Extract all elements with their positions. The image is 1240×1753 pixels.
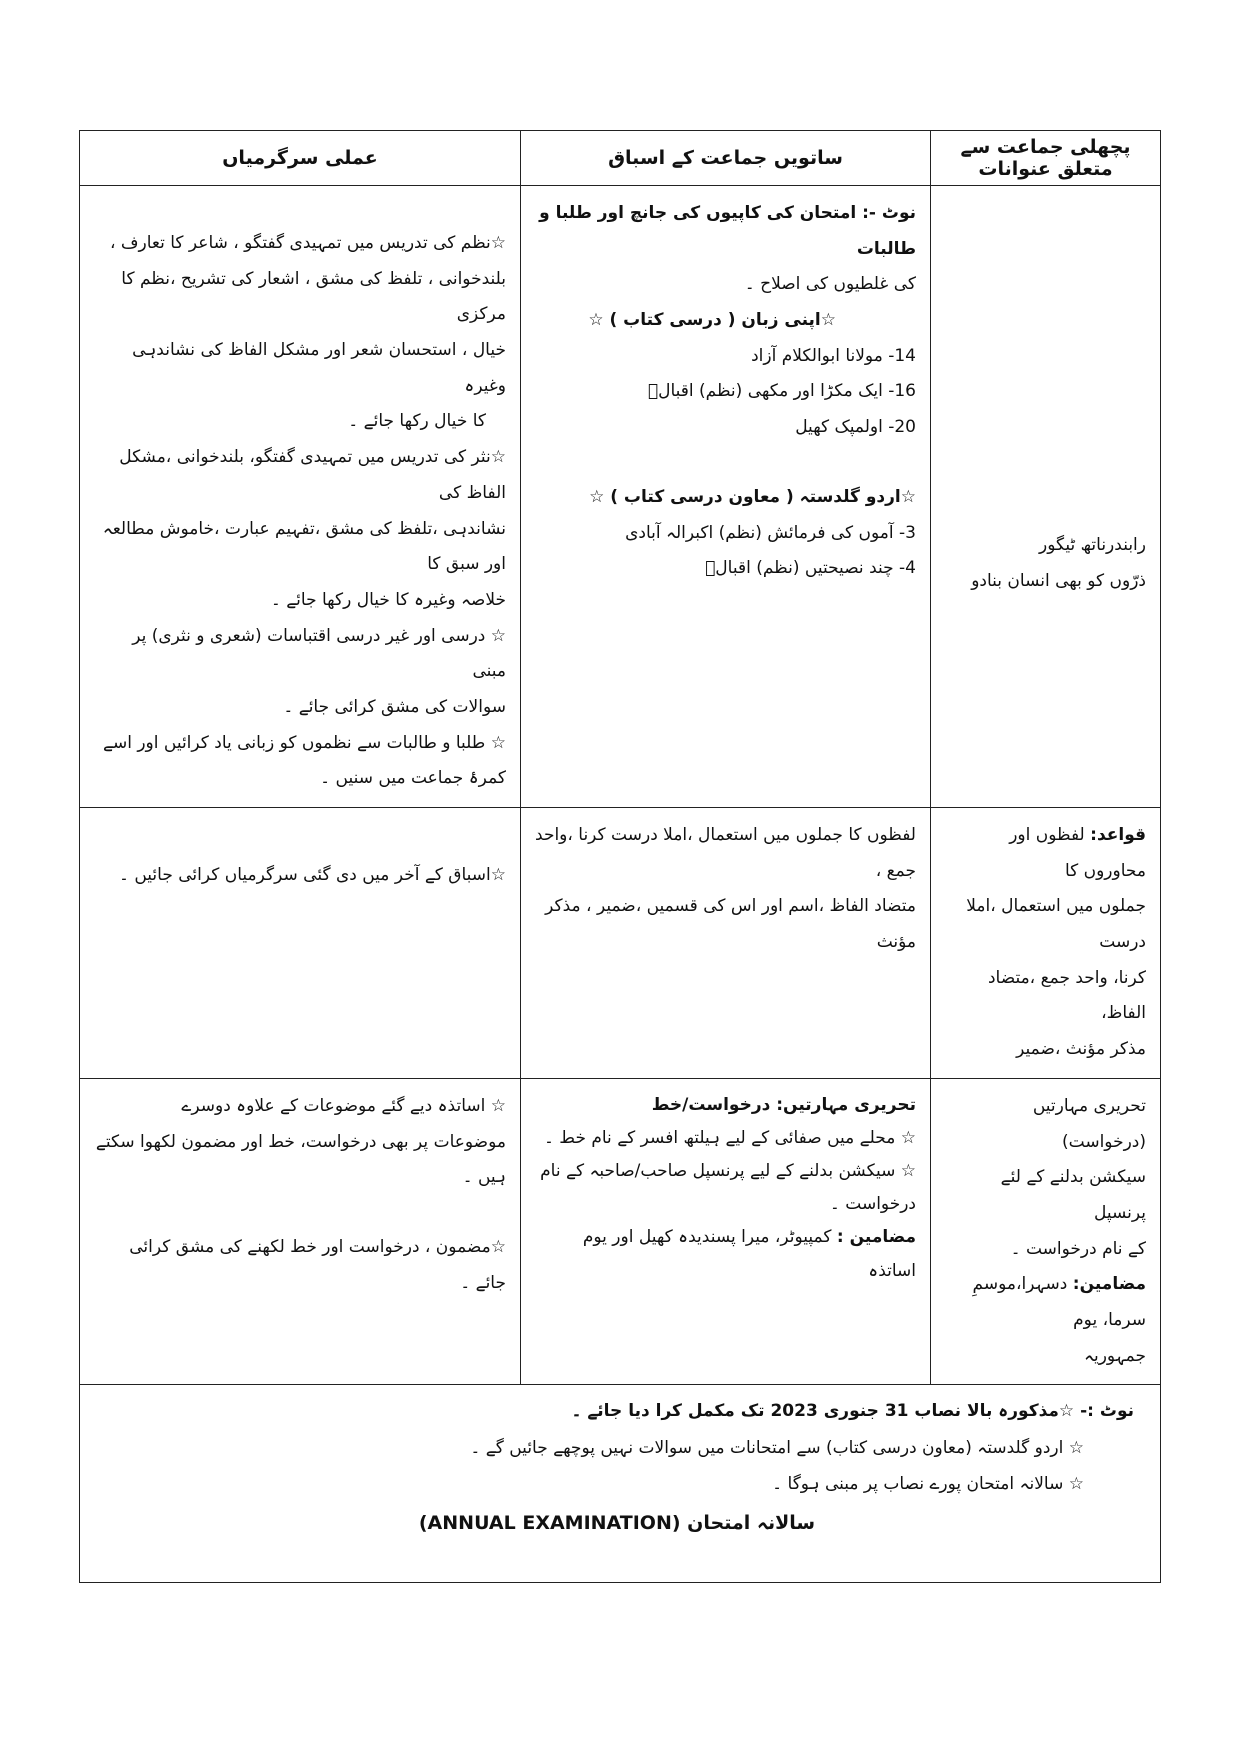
activity-line: ☆ اساتذہ دیے گئے موضوعات کے علاوہ دوسرے	[181, 1095, 506, 1116]
activity-line: کمرۂ جماعت میں سنیں ۔	[320, 768, 506, 789]
table-row	[80, 808, 1161, 1079]
lesson-item: لفظوں کا جملوں میں استعمال ،املا درست کرنا ،واحد جمع ،	[535, 825, 916, 881]
lessons-cell	[521, 1078, 931, 1385]
grammar-label: قواعد:	[1090, 825, 1146, 845]
header-prev-topics: پچھلی جماعت سے متعلق عنوانات	[931, 131, 1161, 186]
footer-note-line: نوٹ :- ☆مذکورہ بالا نصاب 31 جنوری 2023 تک مکمل کرا دیا جائے ۔	[571, 1401, 1134, 1422]
header-lessons: ساتویں جماعت کے اسباق	[521, 131, 931, 186]
activity-line: کا خیال رکھا جائے ۔	[348, 411, 486, 432]
lessons-cell	[521, 186, 931, 808]
activities-cell	[80, 186, 521, 808]
footer-row	[80, 1385, 1161, 1583]
prev-topic-line: سیکشن بدلنے کے لئے پرنسپل	[1000, 1167, 1146, 1223]
footer-note-line: ☆ سالانہ امتحان پورے نصاب پر مبنی ہوگا ۔	[772, 1474, 1084, 1495]
lesson-item: 20- اولمپک کھیل	[795, 417, 916, 438]
lesson-note: کی غلطیوں کی اصلاح ۔	[744, 274, 916, 295]
prev-topic-line: رابندرناتھ ٹیگور	[1039, 535, 1146, 556]
lesson-item: ☆ سیکشن بدلنے کے لیے پرنسپل صاحب/صاحبہ کے نام	[540, 1161, 916, 1182]
activity-line: جائے ۔	[460, 1272, 506, 1293]
activity-line: بلندخوانی ، تلفظ کی مشق ، اشعار کی تشریح ،نظم کا مرکزی	[121, 268, 506, 325]
activity-line: سوالات کی مشق کرائی جائے ۔	[283, 696, 506, 717]
lesson-item: 4- چند نصیحتیں (نظم) اقبالؔ	[705, 558, 916, 579]
lesson-item: 3- آموں کی فرمائش (نظم) اکبرالہ آبادی	[625, 522, 916, 543]
activity-line: موضوعات پر بھی درخواست، خط اور مضمون لکھوا سکتے ہیں ۔	[95, 1131, 506, 1188]
header-row	[80, 131, 1161, 186]
lessons-cell	[521, 808, 931, 1079]
prev-topics-cell	[931, 186, 1161, 808]
prev-topic-line: جمہوریہ	[1084, 1345, 1146, 1366]
subjects-label: مضامین:	[1072, 1274, 1146, 1295]
prev-topic-line: لفظوں اور محاوروں کا	[1009, 825, 1146, 881]
subjects-label: مضامین :	[836, 1227, 916, 1248]
syllabus-table	[79, 130, 1161, 1583]
prev-topic-line: مذکر مؤنث ،ضمیر	[1016, 1039, 1146, 1060]
footer-note-line: ☆ اردو گلدستہ (معاون درسی کتاب) سے امتحانات میں سوالات نہیں پوچھے جائیں گے ۔	[470, 1437, 1084, 1458]
prev-topic-line: کے نام درخواست ۔	[1010, 1238, 1146, 1259]
annual-exam-heading	[100, 1503, 1134, 1544]
lesson-note: نوٹ -: امتحان کی کاپیوں کی جانچ اور طلبا و طالبات	[539, 203, 916, 259]
footer-notes	[80, 1385, 1161, 1583]
prev-topic-line: دسہرا،موسمِ سرما، یوم	[972, 1274, 1146, 1330]
activities-cell	[80, 1078, 521, 1385]
prev-topic-line: کرنا، واحد جمع ،متضاد الفاظ،	[987, 967, 1146, 1024]
prev-topic-line: تحریری مہارتیں (درخواست)	[1032, 1095, 1146, 1152]
prev-topics-cell	[931, 1078, 1161, 1385]
prev-topic-line: ذرّوں کو بھی انسان بنادو	[971, 571, 1146, 591]
activity-line: ☆اسباق کے آخر میں دی گئی سرگرمیاں کرائی جائیں ۔	[119, 865, 506, 885]
lesson-item: درخواست ۔	[829, 1194, 916, 1215]
book-title: ☆اردو گلدستہ ( معاون درسی کتاب ) ☆	[589, 486, 916, 507]
activity-line: ☆نثر کی تدریس میں تمہیدی گفتگو، بلندخوانی ،مشکل الفاظ کی	[119, 447, 506, 503]
activity-line: نشاندہی ،تلفظ کی مشق ،تفہیم عبارت ،خاموش مطالعہ اور سبق کا	[102, 518, 506, 575]
book-title: ☆اپنی زبان ( درسی کتاب ) ☆	[588, 310, 836, 331]
activity-line: ☆ طلبا و طالبات سے نظموں کو زبانی یاد کرائیں اور اسے	[103, 732, 506, 753]
table-row	[80, 1078, 1161, 1385]
lesson-item: 14- مولانا ابوالکلام آزاد	[751, 345, 916, 366]
lesson-item: کمپیوٹر، میرا پسندیدہ کھیل اور یوم اساتذہ	[582, 1227, 916, 1281]
header-activities: عملی سرگرمیاں	[80, 131, 521, 186]
lesson-item: متضاد الفاظ ،اسم اور اس کی قسمیں ،ضمیر ، مذکر مؤنث	[545, 896, 916, 953]
prev-topic-line: جملوں میں استعمال ،املا درست	[966, 896, 1146, 953]
prev-topics-cell	[931, 808, 1161, 1079]
table-row	[80, 186, 1161, 808]
lesson-item: 16- ایک مکڑا اور مکھی (نظم) اقبالؔ	[647, 381, 916, 402]
activity-line: خلاصہ وغیرہ کا خیال رکھا جائے ۔	[270, 589, 506, 610]
activity-line: ☆ درسی اور غیر درسی اقتباسات (شعری و نثری) پر مبنی	[132, 625, 506, 682]
annual-exam-urdu: سالانہ امتحان	[687, 1511, 816, 1534]
activities-cell	[80, 808, 521, 1079]
annual-exam-english: (ANNUAL EXAMINATION)	[418, 1511, 681, 1534]
activity-line: ☆نظم کی تدریس میں تمہیدی گفتگو ، شاعر کا تعارف ،	[110, 233, 506, 253]
lesson-item: ☆ محلے میں صفائی کے لیے ہیلتھ افسر کے نام خط ۔	[543, 1127, 916, 1148]
activity-line: ☆مضمون ، درخواست اور خط لکھنے کی مشق کرائی	[129, 1236, 506, 1257]
activity-line: خیال ، استحسان شعر اور مشکل الفاظ کی نشاندہی وغیرہ	[132, 340, 506, 396]
skills-title: تحریری مہارتیں: درخواست/خط	[651, 1094, 916, 1115]
